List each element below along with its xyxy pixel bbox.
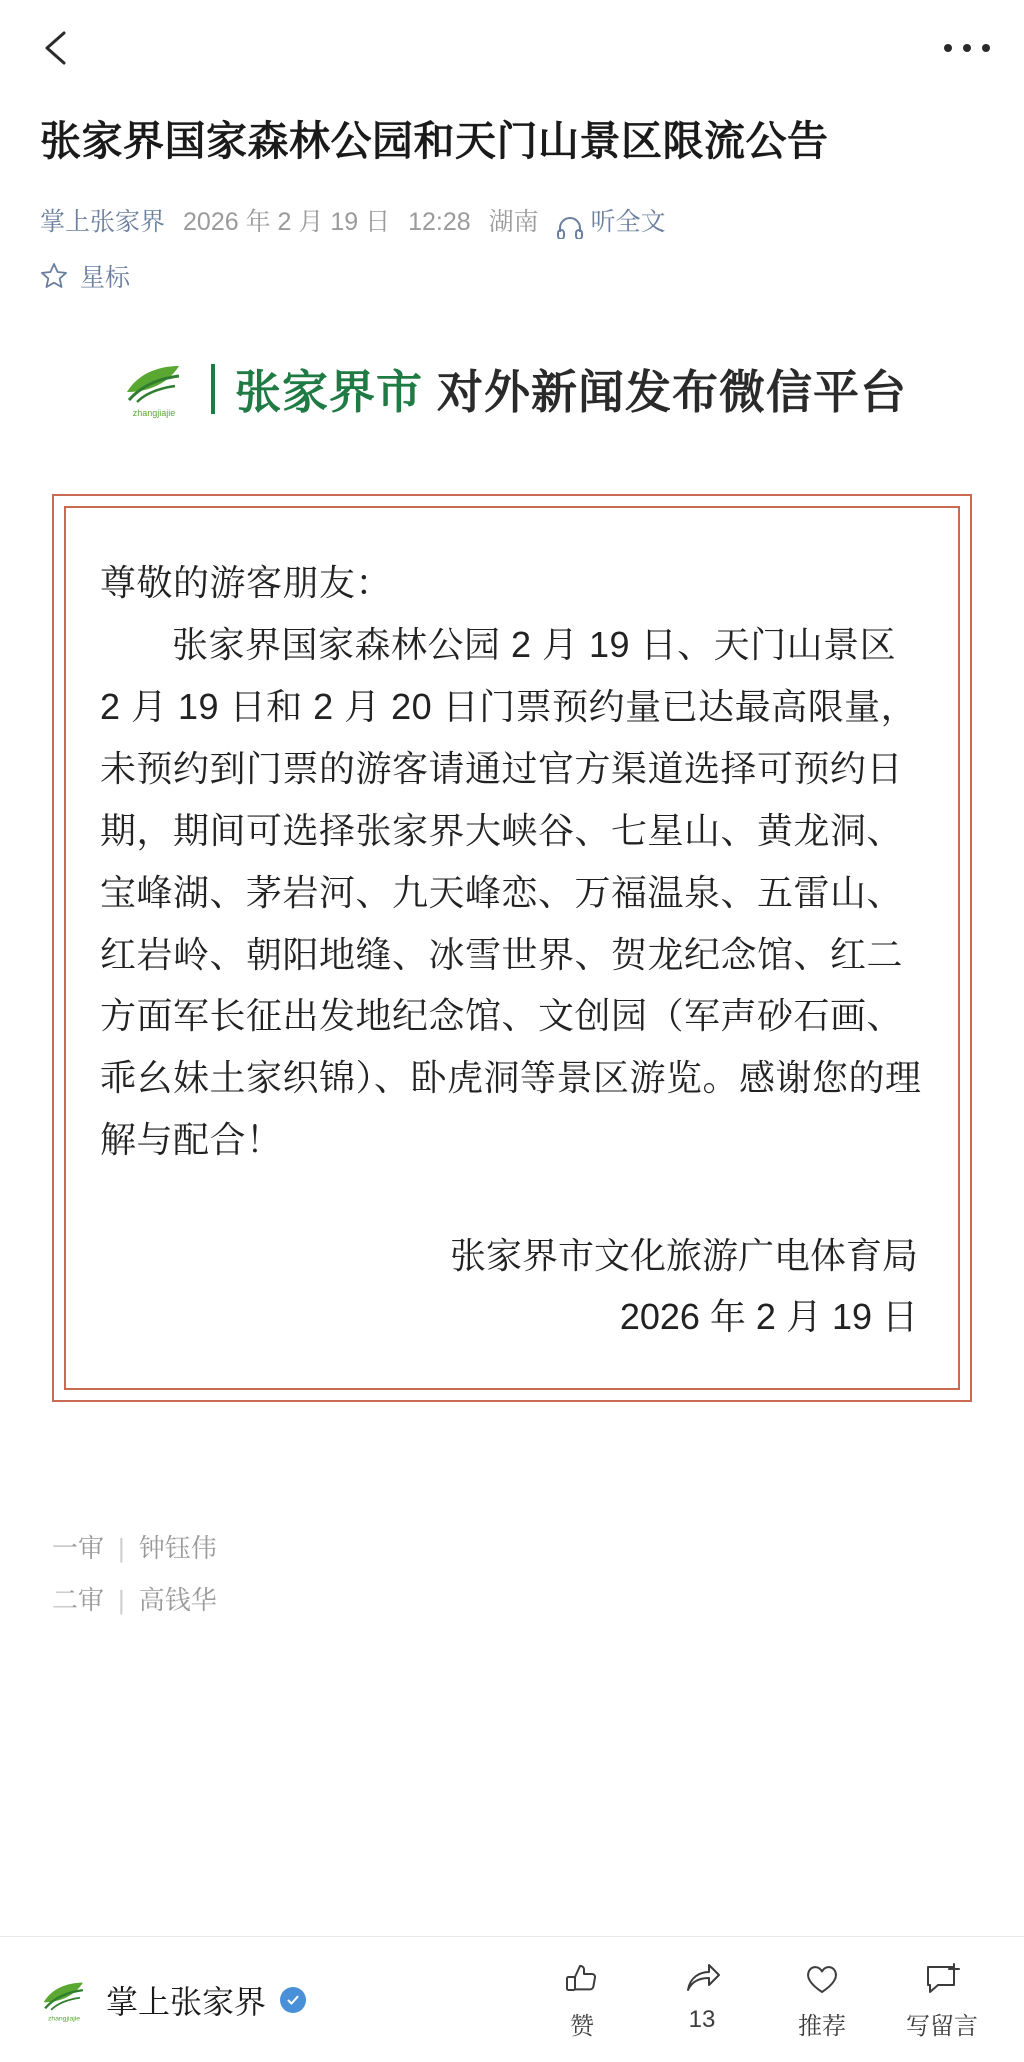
headphone-icon (557, 211, 583, 233)
reviewer-label: 一审 (52, 1532, 105, 1563)
listen-full-text-button[interactable] (557, 202, 666, 242)
reviewer-row (52, 1574, 972, 1626)
reviewer-row (52, 1522, 972, 1574)
bottom-account-link[interactable] (36, 1976, 306, 2024)
svg-text:zhangjiajie: zhangjiajie (132, 408, 176, 419)
article-header (0, 96, 1024, 294)
publish-location: 湖南 (488, 208, 539, 237)
signature-date: 2026 年 2 月 19 日 (619, 1296, 918, 1338)
notice-outer-frame (52, 494, 972, 1401)
recommend-button[interactable] (786, 1958, 858, 2041)
banner-divider (211, 364, 215, 414)
account-avatar (36, 1976, 92, 2024)
bottom-account-name: 掌上张家界 (106, 1983, 267, 2020)
signature-organization: 张家界市文化旅游广电体育局 (449, 1235, 918, 1277)
notice-body (100, 552, 924, 1171)
notice-paragraph: 张家界国家森林公园 2 月 19 日、天门山景区 2 月 19 日和 2 月 20 日门票预约量已达最高限量，未预约到门票的游客请通过官方渠道选择可预约日期，期间可选择张家界大峡谷、七星山、黄龙洞、宝峰湖、茅岩河、九天峰恋、万福温泉、五雷山、红岩岭、朝阳地缝、冰雪世界、贺龙纪念馆、红二方面军长征出发地纪念馆、文创园（军声砂石画、乖幺妹土家织锦）、卧虎洞等景区游览。感谢您的理解与配合！ (100, 624, 922, 1161)
back-icon[interactable] (36, 26, 80, 70)
reviewer-separator: | (118, 1584, 125, 1615)
account-name-link[interactable]: 掌上张家界 (40, 208, 166, 237)
share-button[interactable] (666, 1958, 738, 2034)
notice-signature (100, 1225, 924, 1347)
verified-badge-icon (280, 1987, 306, 2013)
star-icon (40, 262, 68, 290)
more-options-icon[interactable] (944, 28, 990, 68)
article-meta (40, 202, 984, 242)
publisher-banner (0, 356, 1024, 422)
banner-brand-green: 张家界市 (235, 367, 423, 419)
reviewer-name: 钟钰伟 (138, 1532, 217, 1563)
reviewer-name: 高钱华 (138, 1584, 217, 1615)
star-article-button[interactable] (40, 258, 984, 294)
write-comment-button[interactable] (906, 1958, 978, 2041)
publish-time: 12:28 (408, 208, 471, 237)
svg-text:zhangjiajie: zhangjiajie (47, 2014, 81, 2022)
share-count-label: 13 (688, 2006, 716, 2033)
banner-brand-dark: 对外新闻发布微信平台 (437, 367, 907, 419)
write-comment-label: 写留言 (906, 2013, 978, 2040)
share-icon (682, 1958, 722, 2000)
bottom-actions (546, 1958, 988, 2041)
reviewer-separator: | (118, 1532, 125, 1563)
notice-inner-frame (64, 506, 960, 1389)
page-title: 张家界国家森林公园和天门山景区限流公告 (40, 118, 829, 164)
star-label: 星标 (80, 264, 131, 293)
bottom-action-bar (0, 1936, 1024, 2062)
reviewer-credits (0, 1522, 1024, 1626)
top-navigation-bar (0, 0, 1024, 96)
thumbs-up-icon (562, 1958, 602, 2000)
zhangjiajie-leaf-logo-icon (117, 358, 191, 420)
publish-date: 2026 年 2 月 19 日 (183, 208, 391, 237)
listen-label: 听全文 (590, 208, 666, 237)
notice-salutation: 尊敬的游客朋友： (100, 562, 393, 604)
like-button[interactable] (546, 1958, 618, 2041)
recommend-label: 推荐 (798, 2013, 846, 2040)
comment-plus-icon (922, 1958, 962, 2000)
reviewer-label: 二审 (52, 1584, 105, 1615)
like-label: 赞 (570, 2013, 594, 2040)
heart-icon (802, 1958, 842, 2000)
